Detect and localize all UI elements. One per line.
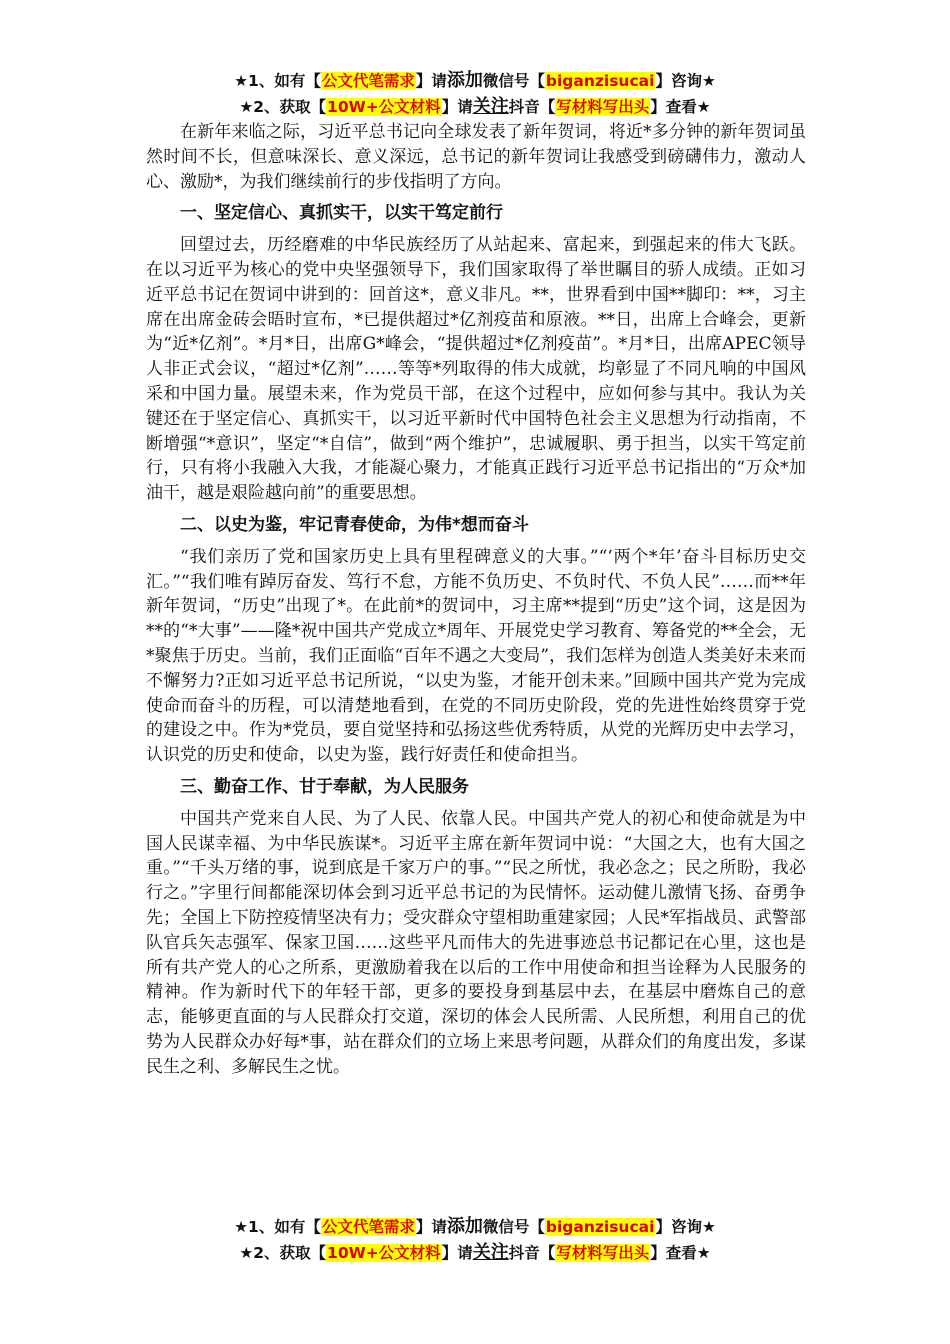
banner-line-2	[0, 1240, 950, 1266]
banner-text: 】咨询★	[655, 72, 716, 90]
banner-line-2	[0, 94, 950, 120]
section-3-paragraph: 中国共产党来自人民、为了人民、依靠人民。中国共产党人的初心和使命就是为中国人民谋幸福、为中华民族谋*。习近平主席在新年贺词中说：“大国之大，也有大国之重。”“千头万绪的事，说到底是千家万户的事。”“民之所忧，我必念之；民之所盼，我必行之。”字里行间都能深切体会到习近平总书记的为民情怀。运动健儿激情飞扬、奋勇争先；全国上下防控疫情坚决有力；受灾群众守望相助重建家园；人民*军指战员、武警部队官兵矢志强军、保家卫国……这些平凡而伟大的先进事迹总书记都记在心里，这也是所有共产党人的心之所系，更激励着我在以后的工作中用使命和担当诠释为人民服务的精神。作为新时代下的年轻干部，更多的要投身到基层中去，在基层中磨炼自己的意志，能够更直面的与人民群众打交道，深切的体会人民所需、人民所想，利用自己的优势为人民群众办好每*事，站在群众们的立场上来思考问题，从群众们的角度出发，多谋民生之利、多解民生之忧。	[146, 808, 806, 1077]
banner-text: 】请	[415, 72, 447, 90]
banner-text: 】请	[441, 98, 473, 116]
highlight-douyin-account: 写材料写出头	[556, 1244, 650, 1262]
section-1-paragraph: 回望过去，历经磨难的中华民族经历了从站起来、富起来，到强起来的伟大飞跃。在以习近平为核心的党中央坚强领导下，我们国家取得了举世瞩目的骄人成绩。正如习近平总书记在贺词中讲到的：回首这*，意义非凡。**，世界看到中国**脚印：**，习主席在出席金砖会晤时宣布，*已提供超过*亿剂疫苗和原液。**日，出席上合峰会，更新为“近*亿剂”。*月*日，出席G*峰会，“提供超过*亿剂疫苗”。*月*日，出席APEC领导人非正式会议，“超过*亿剂”……等等*列取得的伟大成就，均彰显了不同凡响的中国风采和中国力量。展望未来，作为党员干部，在这个过程中，应如何参与其中。我认为关键还在于坚定信心、真抓实干，以习近平新时代中国特色社会主义思想为行动指南，不断增强“*意识”，坚定“*自信”，做到“两个维护”，忠诚履职、勇于担当，以实干笃定前行，只有将小我融入大我，才能凝心聚力，才能真正践行习近平总书记指出的“万众*加油干，越是艰险越向前”的重要思想。	[146, 235, 806, 504]
banner-text: ★2、获取【	[239, 1244, 327, 1262]
highlight-materials: 10W+公文材料	[327, 1244, 441, 1262]
banner-text: ★1、如有【	[234, 1218, 321, 1236]
banner-text: 微信号【	[482, 72, 545, 90]
highlight-service: 公文代笔需求	[321, 1218, 415, 1236]
banner-emphasis: 关注	[472, 96, 509, 117]
banner-text: 】查看★	[650, 98, 711, 116]
banner-text: ★2、获取【	[239, 98, 327, 116]
highlight-materials: 10W+公文材料	[327, 98, 441, 116]
top-banner	[0, 68, 950, 120]
section-2-paragraph: “我们亲历了党和国家历史上具有里程碑意义的大事。”“‘两个*年’奋斗目标历史交汇。”“我们唯有踔厉奋发、笃行不怠，方能不负历史、不负时代、不负人民”……而**年新年贺词，“历史”出现了*。在此前*的贺词中，习主席**提到“历史”这个词，这是因为**的“*大事”——隆*祝中国共产党成立*周年、开展党史学习教育、筹备党的**全会，无*聚焦于历史。当前，我们正面临“百年不遇之大变局”，我们怎样为创造人类美好未来而不懈努力?正如习近平总书记所说，“以史为鉴，才能开创未来。”回顾中国共产党为完成使命而奋斗的历程，可以清楚地看到，在党的不同历史阶段，党的先进性始终贯穿于党的建设之中。作为*党员，要自觉坚持和弘扬这些优秀特质，从党的光辉历史中去学习，认识党的历史和使命，以史为鉴，践行好责任和使命担当。	[146, 546, 806, 766]
banner-emphasis: 添加	[446, 70, 483, 91]
banner-text: 】咨询★	[655, 1218, 716, 1236]
banner-text: 抖音【	[508, 98, 556, 116]
banner-emphasis: 关注	[472, 1242, 509, 1263]
highlight-wechat-id: biganzisucai	[545, 1218, 655, 1236]
banner-text: 】请	[441, 1244, 473, 1262]
bottom-banner	[0, 1214, 950, 1266]
banner-text: ★1、如有【	[234, 72, 321, 90]
intro-paragraph: 在新年来临之际，习近平总书记向全球发表了新年贺词，将近*多分钟的新年贺词虽然时间不长，但意味深长、意义深远，总书记的新年贺词让我感受到磅礴伟力，激动人心、激励*，为我们继续前行的步伐指明了方向。	[146, 122, 806, 192]
banner-text: 】查看★	[650, 1244, 711, 1262]
banner-text: 微信号【	[482, 1218, 545, 1236]
document-body	[146, 120, 806, 1079]
highlight-wechat-id: biganzisucai	[545, 72, 655, 90]
banner-text: 】请	[415, 1218, 447, 1236]
banner-text: 抖音【	[508, 1244, 556, 1262]
banner-line-1	[0, 68, 950, 94]
section-1-heading: 一、坚定信心、真抓实干，以实干笃定前行	[180, 203, 503, 224]
section-3-heading: 三、勤奋工作、甘于奉献，为人民服务	[180, 776, 469, 797]
highlight-service: 公文代笔需求	[321, 72, 415, 90]
section-2-heading: 二、以史为鉴，牢记青春使命，为伟*想而奋斗	[180, 514, 529, 535]
banner-emphasis: 添加	[446, 1216, 483, 1237]
banner-line-1	[0, 1214, 950, 1240]
highlight-douyin-account: 写材料写出头	[556, 98, 650, 116]
